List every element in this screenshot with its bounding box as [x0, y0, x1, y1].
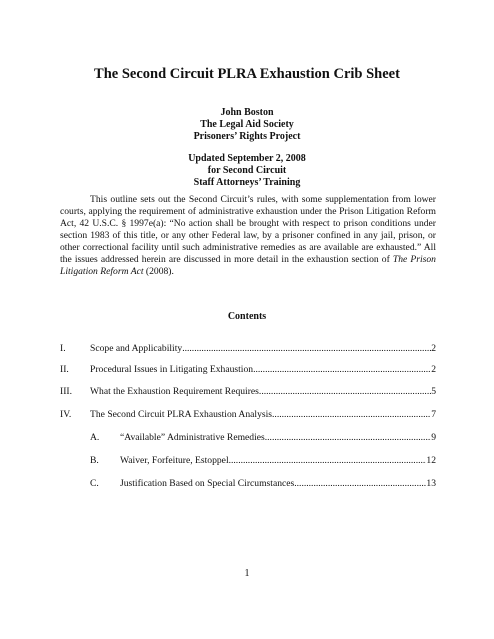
- toc-number: IV.: [60, 409, 72, 420]
- intro-paragraph: [60, 194, 436, 278]
- intro-text: This outline sets out the Second Circuit’s rules, with some supplementation from lower courts, applying the requirement of administrative exhaustion under the Prison Litigation Reform Act, 42 U.S.C. § 1997e(a): “No action shall be brought with respect to prison conditions under section 1983 of this title, or any other Federal law, by a prisoner confined in any jail, prison, or other correctional facility until such administrative remedies as are available are exhausted.” All the issues addressed herein are discussed in more detail in the exhaustion section of: [60, 194, 436, 265]
- toc-leader: [253, 364, 431, 376]
- toc-label: Procedural Issues in Litigating Exhaustion: [90, 364, 254, 375]
- toc-leader: [265, 432, 431, 444]
- toc-page: 12: [426, 455, 436, 466]
- toc-leader: [272, 409, 431, 421]
- toc-subentry[interactable]: [90, 478, 436, 490]
- author-project: Prisoners’ Rights Project: [193, 131, 301, 142]
- toc-label: Justification Based on Special Circumstances: [120, 478, 295, 489]
- toc-label: Scope and Applicability: [90, 343, 183, 354]
- toc-number: III.: [60, 386, 72, 397]
- update-for: for Second Circuit: [207, 165, 287, 176]
- intro-citation: The Prison Litigation Reform Act: [60, 254, 436, 277]
- toc-number: B.: [90, 455, 99, 466]
- toc-number: II.: [60, 364, 69, 375]
- author-block: [0, 107, 494, 143]
- toc-entry[interactable]: [60, 409, 436, 421]
- author-name: John Boston: [220, 107, 274, 118]
- contents-heading: Contents: [227, 311, 267, 322]
- update-date: Updated September 2, 2008: [188, 153, 306, 164]
- toc-page: 7: [431, 409, 436, 420]
- toc-entry[interactable]: [60, 364, 436, 376]
- toc-leader: [259, 386, 431, 398]
- update-block: [0, 153, 494, 189]
- toc-page: 5: [431, 386, 436, 397]
- toc-entry[interactable]: [60, 343, 436, 355]
- toc-number: I.: [60, 343, 66, 354]
- toc-leader: [294, 478, 426, 490]
- toc-page: 2: [431, 364, 436, 375]
- toc-label: “Available” Administrative Remedies: [120, 432, 265, 443]
- document-title: The Second Circuit PLRA Exhaustion Crib Sheet: [94, 66, 400, 82]
- toc-label: The Second Circuit PLRA Exhaustion Analysis: [90, 409, 273, 420]
- toc-label: What the Exhaustion Requirement Requires: [90, 386, 259, 397]
- toc-label: Waiver, Forfeiture, Estoppel: [120, 455, 229, 466]
- page-number: 1: [244, 568, 250, 579]
- toc-page: 13: [426, 478, 436, 489]
- toc-leader: [229, 455, 427, 467]
- toc-leader: [182, 343, 431, 355]
- toc-number: A.: [90, 432, 100, 443]
- toc-page: 2: [431, 343, 436, 354]
- toc-subentry[interactable]: [90, 432, 436, 444]
- toc-subentry[interactable]: [90, 455, 436, 467]
- toc-number: C.: [90, 478, 99, 489]
- update-training: Staff Attorneys’ Training: [193, 177, 301, 188]
- author-organization: The Legal Aid Society: [200, 119, 294, 130]
- intro-suffix: (2008).: [143, 266, 174, 277]
- toc-page: 9: [431, 432, 436, 443]
- toc-entry[interactable]: [60, 386, 436, 398]
